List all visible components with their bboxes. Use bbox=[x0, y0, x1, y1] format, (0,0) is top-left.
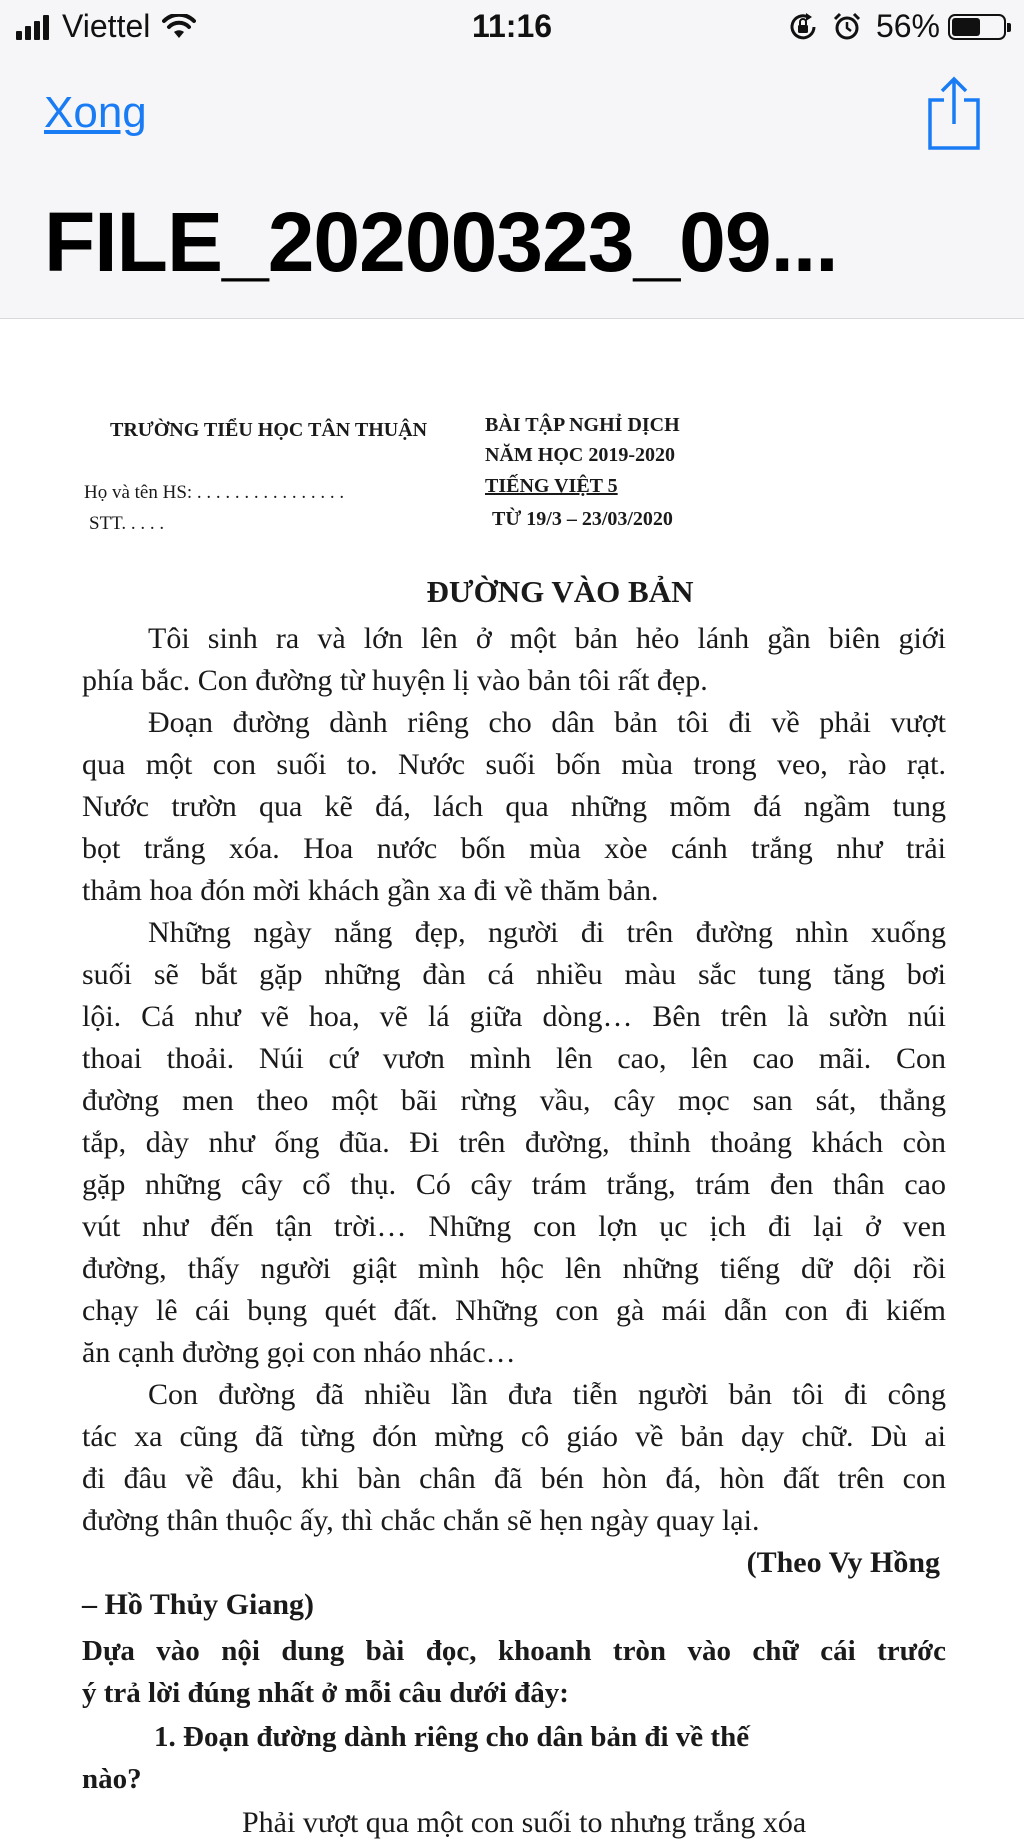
passage-line: qua một con suối to. Nước suối bốn mùa trong veo, rào rạt. bbox=[82, 748, 946, 781]
passage-line: Con đường đã nhiều lần đưa tiễn người bản tôi đi công bbox=[148, 1378, 946, 1411]
passage-line: Những ngày nắng đẹp, người đi trên đường nhìn xuống bbox=[148, 916, 946, 949]
instruction-line-2: ý trả lời đúng nhất ở mỗi câu dưới đây: bbox=[82, 1677, 569, 1709]
credit-line-1: (Theo Vy Hồng bbox=[746, 1546, 940, 1579]
status-time: 11:16 bbox=[471, 8, 553, 44]
question-1-line-1: 1. Đoạn đường dành riêng cho dân bản đi về thế bbox=[154, 1721, 750, 1753]
passage-line: đường, thấy người giật mình hộc lên những tiếng dữ dội rồi bbox=[82, 1252, 946, 1285]
passage-line: đi đâu về đâu, khi bàn chân đã bén hòn đá, hòn đất trên con bbox=[82, 1462, 946, 1495]
rotation-lock-icon bbox=[788, 12, 818, 42]
document-page[interactable] bbox=[0, 319, 1024, 1839]
assignment-title: BÀI TẬP NGHỈ DỊCH bbox=[485, 414, 680, 436]
passage-line: lội. Cá như vẽ hoa, vẽ lá giữa dòng… Bên trên là sườn núi bbox=[82, 1000, 946, 1033]
done-button[interactable]: Xong bbox=[44, 88, 147, 137]
passage-line: tác xa cũng đã từng đón mừng cô giáo về bản dạy chữ. Dù ai bbox=[82, 1420, 946, 1453]
answer-line-cutoff: Phải vượt qua một con suối to nhưng trắng xóa bbox=[242, 1806, 807, 1839]
share-icon bbox=[926, 76, 982, 152]
passage-line: Đoạn đường dành riêng cho dân bản tôi đi về phải vượt bbox=[148, 706, 946, 739]
passage-line: vút như đến tận trời… Những con lợn ục ịch đi lại ở ven bbox=[82, 1210, 946, 1243]
passage-line: phía bắc. Con đường từ huyện lị vào bản tôi rất đẹp. bbox=[82, 664, 708, 697]
passage-line: Tôi sinh ra và lớn lên ở một bản hẻo lánh gần biên giới bbox=[148, 622, 946, 655]
alarm-icon bbox=[832, 12, 862, 42]
subject-label: TIẾNG VIỆT 5 bbox=[485, 475, 618, 497]
share-button[interactable] bbox=[926, 76, 982, 152]
school-name: TRƯỜNG TIỂU HỌC TÂN THUẬN bbox=[110, 419, 428, 441]
passage-line: suối sẽ bắt gặp những đàn cá nhiều màu sắc tung tăng bơi bbox=[82, 958, 946, 991]
passage-line: đường men theo một bãi rừng vầu, cây mọc san sát, thẳng bbox=[82, 1084, 946, 1117]
school-year: NĂM HỌC 2019-2020 bbox=[485, 444, 675, 466]
question-1-line-2: nào? bbox=[82, 1763, 142, 1795]
instruction-line-1: Dựa vào nội dung bài đọc, khoanh tròn vào chữ cái trước bbox=[82, 1635, 946, 1667]
status-bar bbox=[0, 0, 1024, 58]
file-title: FILE_20200323_09... bbox=[44, 195, 838, 289]
battery-icon bbox=[948, 14, 1006, 40]
passage-line: bọt trắng xóa. Hoa nước bốn mùa xòe cánh trắng như trải bbox=[82, 832, 946, 865]
passage-line: tắp, dày như ống đũa. Đi trên đường, thỉnh thoảng khách còn bbox=[82, 1126, 946, 1159]
passage-line: thoai thoải. Núi cứ vươn mình lên cao, lên cao mãi. Con bbox=[82, 1042, 946, 1075]
carrier-name: Viettel bbox=[62, 8, 151, 44]
date-range: TỪ 19/3 – 23/03/2020 bbox=[492, 508, 673, 530]
viewer-header bbox=[0, 0, 1024, 319]
battery-percent: 56% bbox=[875, 8, 940, 44]
student-name-field: Họ và tên HS: . . . . . . . . . . . . . . . . bbox=[84, 482, 345, 503]
credit-line-2: – Hồ Thủy Giang) bbox=[82, 1588, 315, 1621]
passage-line: gặp những cây cổ thụ. Có cây trám trắng, trám đen thân cao bbox=[82, 1168, 946, 1201]
status-right bbox=[788, 8, 1006, 45]
passage-line: thảm hoa đón mời khách gần xa đi về thăm bản. bbox=[82, 874, 659, 907]
passage-line: đường thân thuộc ấy, thì chắc chắn sẽ hẹn ngày quay lại. bbox=[82, 1504, 760, 1537]
reading-title: ĐƯỜNG VÀO BẢN bbox=[426, 574, 694, 609]
passage-line: Nước trườn qua kẽ đá, lách qua những mõm đá ngầm tung bbox=[82, 790, 946, 823]
battery-level bbox=[952, 18, 980, 36]
stt-field: STT. . . . . bbox=[89, 513, 165, 534]
passage-line: ăn cạnh đường gọi con nháo nhác… bbox=[82, 1336, 516, 1369]
passage-line: chạy lê cái bụng quét đất. Những con gà mái dẫn con đi kiếm bbox=[82, 1294, 946, 1327]
